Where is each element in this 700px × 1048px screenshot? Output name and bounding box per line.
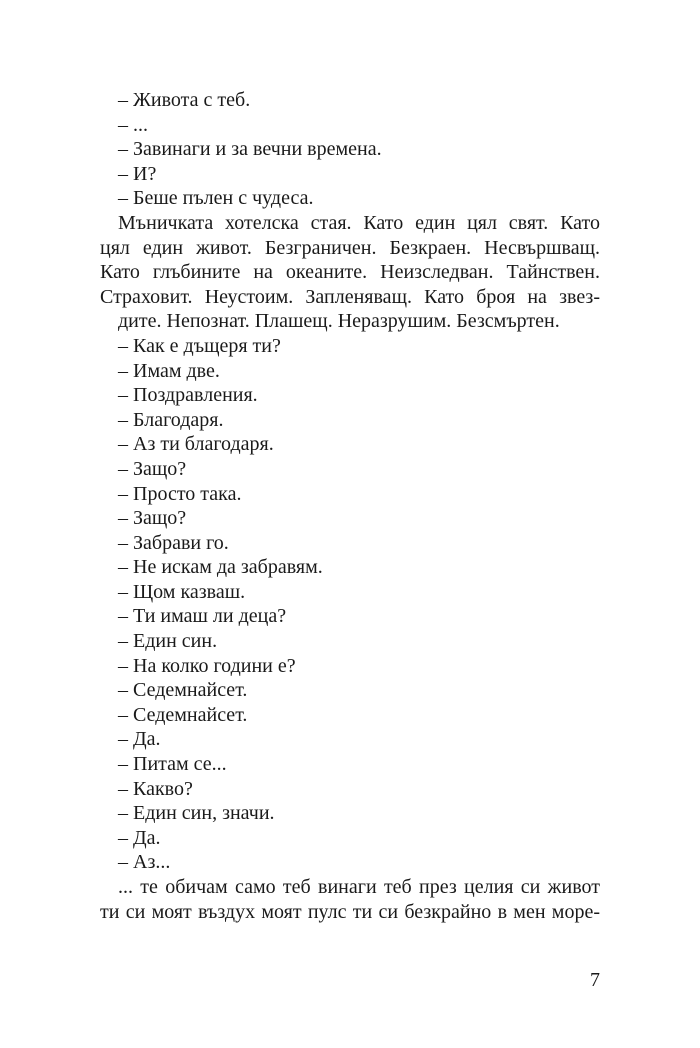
paragraph-line: Страховит. Неустоим. Запленяващ. Като броя на звез- bbox=[100, 285, 600, 308]
dialogue-line: – Благодаря. bbox=[118, 408, 224, 431]
dialogue-line: – Завинаги и за вечни времена. bbox=[118, 138, 382, 161]
dialogue-line: – И? bbox=[118, 162, 157, 185]
dialogue-line: – Просто така. bbox=[118, 482, 242, 505]
dialogue-line: – Защо? bbox=[118, 507, 187, 530]
dialogue-line: – Поздравления. bbox=[118, 384, 258, 407]
paragraph-line: Като глъбините на океаните. Неизследван. Тайнствен. bbox=[100, 261, 600, 284]
dialogue-line: – Живота с теб. bbox=[118, 89, 251, 111]
dialogue-line: – На колко години е? bbox=[118, 654, 296, 677]
dialogue-line: – Един син, значи. bbox=[118, 802, 275, 825]
dialogue-line: – ... bbox=[118, 113, 148, 136]
paragraph-line: ... те обичам само теб винаги теб през целия си живот bbox=[118, 876, 600, 898]
paragraph-line: ти си моят въздух моят пулс ти си безкрайно в мен море- bbox=[100, 900, 600, 923]
dialogue-line: – Да. bbox=[118, 826, 161, 849]
dialogue-line: – Седемнайсет. bbox=[118, 703, 248, 726]
dialogue-line: – Аз... bbox=[118, 851, 171, 874]
dialogue-line: – Не искам да забравям. bbox=[118, 556, 323, 579]
dialogue-line: – Какво? bbox=[118, 777, 193, 800]
dialogue-line: – Да. bbox=[118, 728, 161, 751]
dialogue-line: – Имам две. bbox=[118, 359, 220, 382]
paragraph-line: цял един живот. Безграничен. Безкраен. Несвършващ. bbox=[100, 236, 600, 259]
page-number: 7 bbox=[590, 969, 600, 991]
text-block bbox=[100, 88, 600, 924]
dialogue-line: – Питам се... bbox=[118, 753, 227, 776]
dialogue-line: – Забрави го. bbox=[118, 531, 229, 554]
dialogue-line: – Аз ти благодаря. bbox=[118, 433, 274, 456]
dialogue-line: – Как е дъщеря ти? bbox=[118, 334, 281, 357]
dialogue-line: – Седемнайсет. bbox=[118, 679, 248, 702]
dialogue-line: – Беше пълен с чудеса. bbox=[118, 187, 314, 210]
dialogue-line: – Защо? bbox=[118, 457, 187, 480]
paragraph-line: Мъничката хотелска стая. Като един цял свят. Като bbox=[118, 211, 600, 234]
paragraph-line: дите. Непознат. Плашещ. Неразрушим. Безсмъртен. bbox=[118, 310, 560, 333]
dialogue-line: – Щом казваш. bbox=[118, 580, 246, 603]
dialogue-line: – Един син. bbox=[118, 630, 218, 653]
dialogue-line: – Ти имаш ли деца? bbox=[118, 605, 287, 628]
